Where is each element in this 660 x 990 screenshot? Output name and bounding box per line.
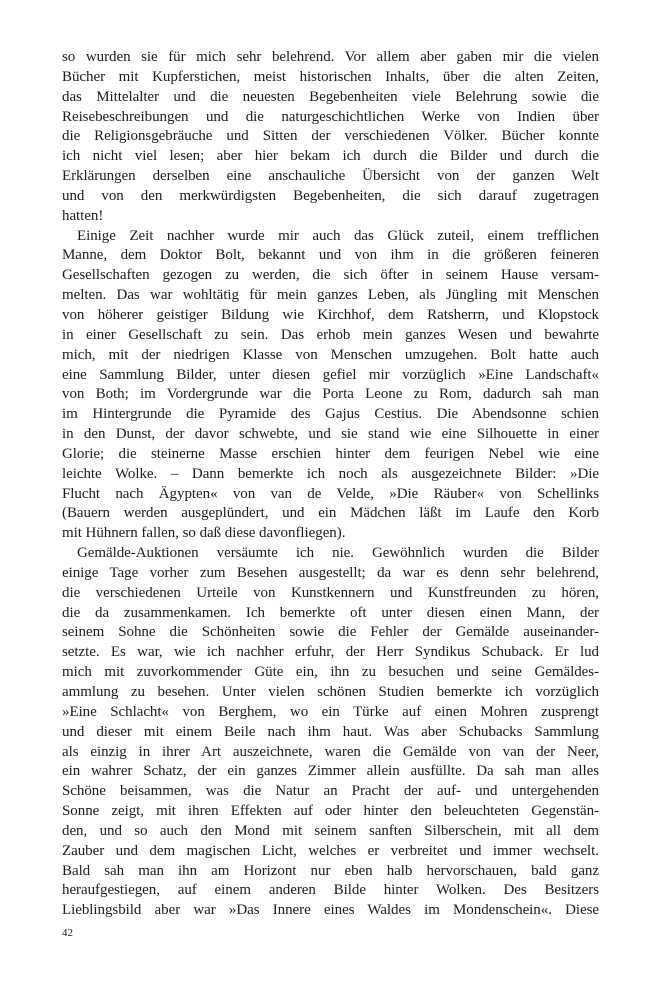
text-line: so wurden sie für mich sehr belehrend. Vor allem aber gaben mir die vielen — [62, 49, 599, 65]
text-line: Zauber und dem magischen Licht, welches er verbreitet und immer wechselt. — [62, 842, 599, 859]
text-line: als einzig in ihrer Art auszeichnete, waren die Gemälde von van der Neer, — [62, 743, 599, 760]
text-line: Sonne zeigt, mit ihren Effekten auf oder hinter den beleuchteten Gegenstän- — [62, 803, 599, 820]
text-line: Glorie; die steinerne Masse erschien hinter dem feurigen Nebel wie eine — [62, 445, 599, 462]
text-line: »Eine Schlacht« von Berghem, wo ein Türke auf einen Mohren zusprengt — [62, 703, 599, 720]
text-line: und von den merkwürdigsten Begebenheiten, die sich darauf zugetragen — [62, 187, 599, 204]
text-line: Schöne beisammen, was die Natur an Pracht der auf- und untergehenden — [62, 783, 599, 800]
text-line: im Hintergrunde die Pyramide des Gajus Cestius. Die Abendsonne schien — [62, 406, 599, 423]
text-line: leichte Wolke. – Dann bemerkte ich noch als ausgezeichnete Bilder: »Die — [62, 465, 599, 482]
text-line: Erklärungen derselben eine anschauliche Übersicht von der ganzen Welt — [62, 168, 599, 185]
text-line: die Religionsgebräuche und Sitten der verschiedenen Völker. Bücher konnte — [62, 128, 599, 145]
text-line: mit Hühnern fallen, so daß diese davonfliegen). — [62, 525, 346, 542]
text-line: in den Dunst, der davor schwebte, und sie stand wie eine Silhouette in einer — [62, 426, 599, 443]
text-line: in einer Gesellschaft zu sein. Das erhob mein ganzes Wesen und bewahrte — [62, 326, 599, 343]
text-line: den, und so auch den Mond mit seinem sanften Silberschein, mit all dem — [62, 822, 599, 839]
text-line: melten. Das war wohltätig für mein ganzes Leben, als Jüngling mit Menschen — [62, 287, 599, 304]
text-line: Gemälde-Auktionen versäumte ich nie. Gewöhnlich wurden die Bilder — [77, 545, 599, 562]
paragraph — [62, 48, 599, 227]
text-line: von höherer geistiger Bildung wie Kirchhof, dem Ratsherrn, und Klopstock — [62, 306, 599, 323]
text-line: Flucht nach Ägypten« von van de Velde, »Die Räuber« von Schellinks — [62, 485, 599, 502]
text-line: (Bauern werden ausgeplündert, und ein Mädchen läßt im Laufe den Korb — [62, 505, 599, 522]
text-line: hatten! — [62, 207, 104, 224]
text-line: Bald sah man ihn am Horizont nur eben halb hervorschauen, bald ganz — [62, 862, 599, 879]
text-line: setzte. Es war, wie ich nachher erfuhr, der Herr Syndikus Schuback. Er lud — [62, 644, 599, 661]
paragraph — [62, 544, 599, 921]
text-line: ich nicht viel lesen; aber hier bekam ich durch die Bilder und durch die — [62, 148, 599, 165]
text-line: von Both; im Vordergrunde war die Porta Leone zu Rom, dadurch sah man — [62, 386, 599, 403]
text-line: Reisebeschreibungen und die naturgeschichtlichen Werke von Indien über — [62, 108, 599, 125]
text-line: seinem Sohne die Schönheiten sowie die Fehler der Gemälde auseinander- — [62, 624, 599, 641]
text-line: ein wahrer Schatz, der ein ganzes Zimmer allein ausfüllte. Da sah man alles — [62, 763, 599, 780]
text-line: einige Tage vorher zum Besehen ausgestellt; da war es denn sehr belehrend, — [62, 564, 599, 581]
paragraph — [62, 227, 599, 545]
text-line: Einige Zeit nachher wurde mir auch das Glück zuteil, einem trefflichen — [77, 227, 599, 244]
text-block — [62, 48, 599, 921]
text-line: die verschiedenen Urteile von Kunstkennern und Kunstfreunden zu hören, — [62, 584, 599, 601]
text-line: mich mit zuvorkommender Güte ein, ihn zu besuchen und seine Gemäldes- — [62, 664, 599, 681]
text-line: Gesellschaften gezogen zu werden, die sich öfter in seinem Hause versam- — [62, 267, 599, 284]
text-line: und dieser mit einem Beile nach ihm haut. Was aber Schubacks Sammlung — [62, 723, 599, 740]
text-line: mich, mit der niedrigen Klasse von Menschen umzugehen. Bolt hatte auch — [62, 346, 599, 363]
text-line: eine Sammlung Bilder, unter diesen gefiel mir vorzüglich »Eine Landschaft« — [62, 366, 599, 383]
text-line: heraufgestiegen, auf einem anderen Bilde hinter Wolken. Des Besitzers — [62, 882, 599, 899]
text-line: Manne, dem Doktor Bolt, bekannt und von ihm in die größeren feineren — [62, 247, 599, 264]
text-line: Bücher mit Kupferstichen, meist historischen Inhalts, über die alten Zeiten, — [62, 68, 599, 85]
text-line: das Mittelalter und die neuesten Begebenheiten viele Belehrung sowie die — [62, 88, 599, 105]
page-number: 42 — [62, 927, 73, 939]
text-line: die da zusammenkamen. Ich bemerkte oft unter diesen einen Mann, der — [62, 604, 599, 621]
text-line: ammlung zu besehen. Unter vielen schönen Studien bemerkte ich vorzüglich — [62, 684, 599, 700]
text-line: Lieblingsbild aber war »Das Innere eines Waldes im Mondenschein«. Diese — [62, 902, 599, 919]
